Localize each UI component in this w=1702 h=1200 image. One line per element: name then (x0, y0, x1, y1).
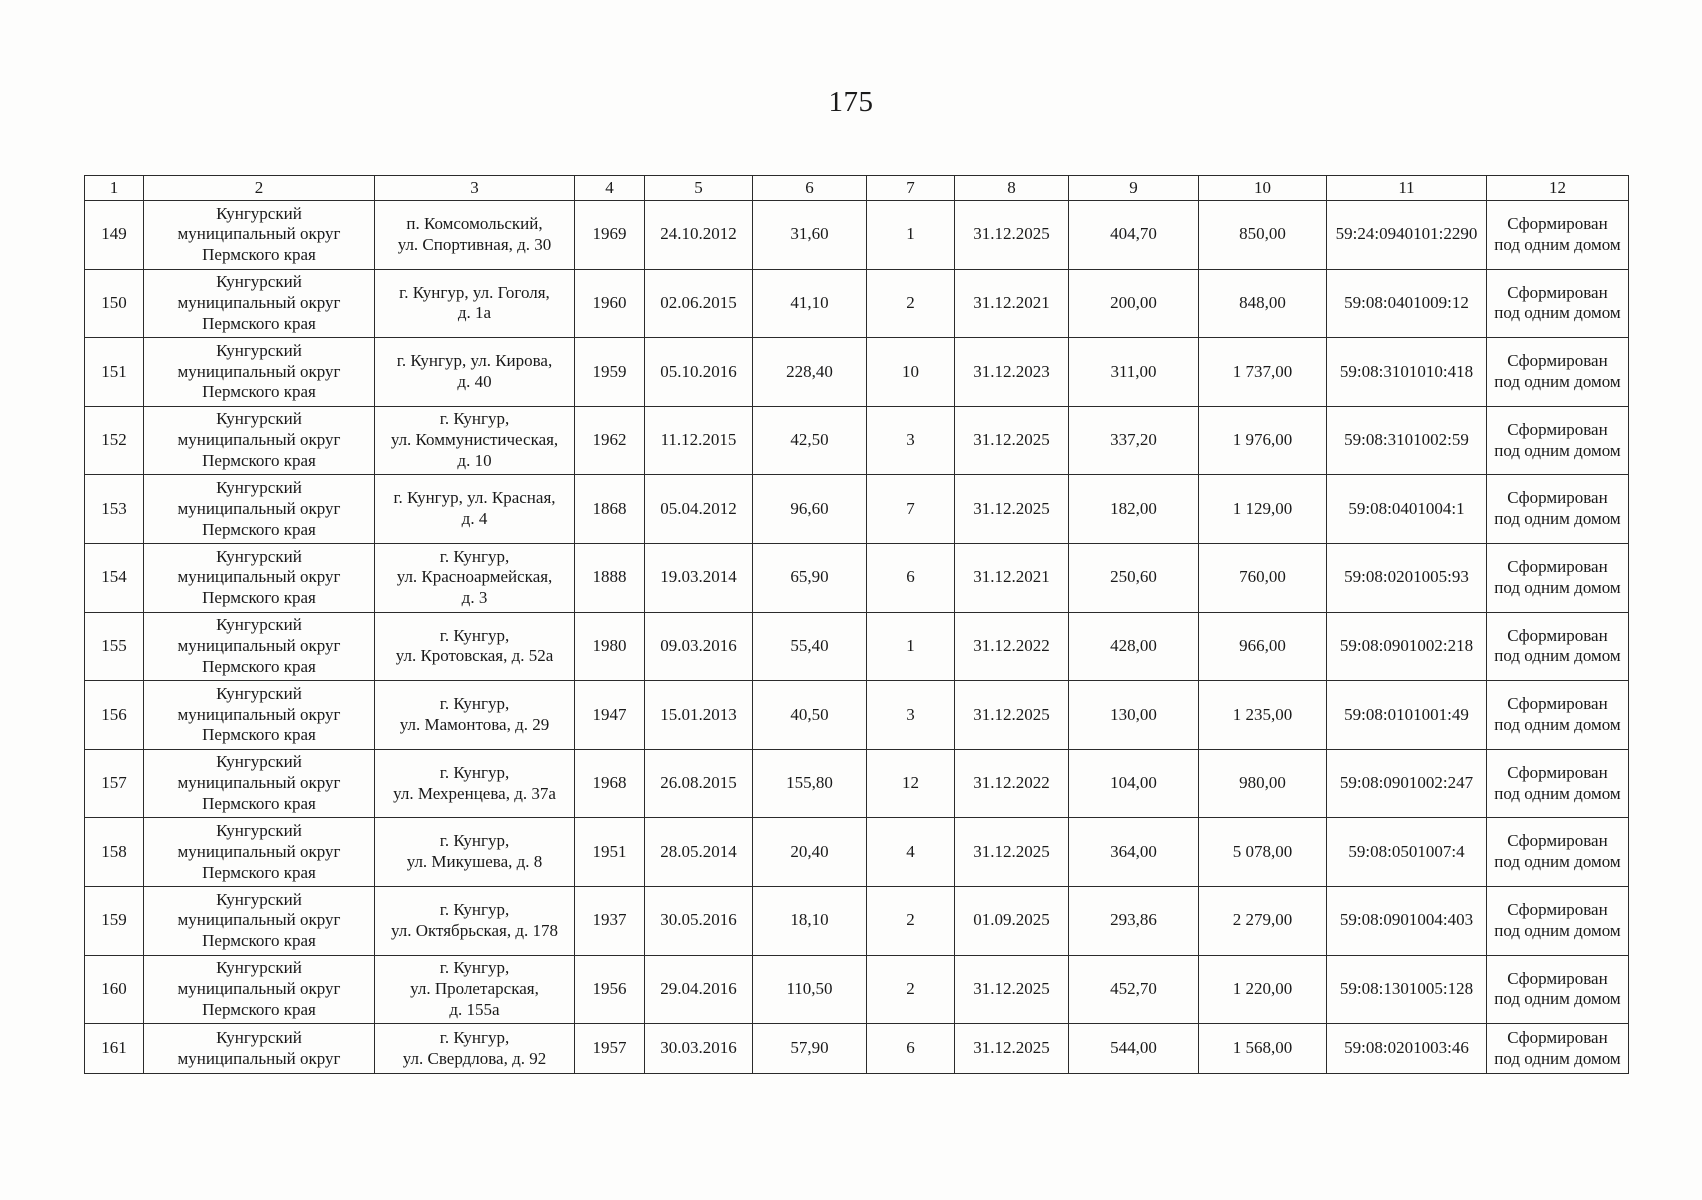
table-row (85, 886, 1629, 955)
cell-value-10: 1 129,00 (1199, 475, 1327, 544)
cell-area: 41,10 (753, 269, 867, 338)
cell-count: 6 (867, 1024, 955, 1074)
cell-area: 55,40 (753, 612, 867, 681)
cell-value-10: 5 078,00 (1199, 818, 1327, 887)
cell-year: 1969 (575, 201, 645, 270)
cell-municipality: Кунгурский муниципальный округ Пермского края (144, 749, 375, 818)
cell-count: 10 (867, 338, 955, 407)
cell-value-9: 364,00 (1069, 818, 1199, 887)
cell-year: 1968 (575, 749, 645, 818)
cell-date: 26.08.2015 (645, 749, 753, 818)
cell-value-10: 848,00 (1199, 269, 1327, 338)
cell-date: 19.03.2014 (645, 543, 753, 612)
cell-status: Сформирован под одним домом (1487, 338, 1629, 407)
cell-deadline: 31.12.2025 (955, 818, 1069, 887)
table-row (85, 269, 1629, 338)
cell-value-10: 2 279,00 (1199, 886, 1327, 955)
cell-row-number: 155 (85, 612, 144, 681)
table-row (85, 475, 1629, 544)
cell-count: 3 (867, 406, 955, 475)
cell-area: 18,10 (753, 886, 867, 955)
cell-date: 09.03.2016 (645, 612, 753, 681)
cell-area: 65,90 (753, 543, 867, 612)
cell-address: г. Кунгур, ул. Пролетарская, д. 155а (375, 955, 575, 1024)
cell-status: Сформирован под одним домом (1487, 406, 1629, 475)
table-row (85, 201, 1629, 270)
cell-year: 1980 (575, 612, 645, 681)
cell-row-number: 150 (85, 269, 144, 338)
cell-municipality: Кунгурский муниципальный округ (144, 1024, 375, 1074)
cell-municipality: Кунгурский муниципальный округ Пермского края (144, 818, 375, 887)
cell-date: 30.05.2016 (645, 886, 753, 955)
cell-address: г. Кунгур, ул. Красная, д. 4 (375, 475, 575, 544)
cell-year: 1868 (575, 475, 645, 544)
cell-address: г. Кунгур, ул. Октябрьская, д. 178 (375, 886, 575, 955)
cell-area: 42,50 (753, 406, 867, 475)
cell-deadline: 31.12.2025 (955, 475, 1069, 544)
table-row (85, 338, 1629, 407)
column-header-1: 1 (85, 176, 144, 201)
cell-row-number: 157 (85, 749, 144, 818)
cell-status: Сформирован под одним домом (1487, 475, 1629, 544)
cell-status: Сформирован под одним домом (1487, 955, 1629, 1024)
cell-value-9: 200,00 (1069, 269, 1199, 338)
cell-address: г. Кунгур, ул. Мехренцева, д. 37а (375, 749, 575, 818)
cell-area: 110,50 (753, 955, 867, 1024)
cell-date: 30.03.2016 (645, 1024, 753, 1074)
cell-deadline: 31.12.2021 (955, 269, 1069, 338)
cell-address: г. Кунгур, ул. Кирова, д. 40 (375, 338, 575, 407)
cell-municipality: Кунгурский муниципальный округ Пермского края (144, 269, 375, 338)
cell-municipality: Кунгурский муниципальный округ Пермского края (144, 201, 375, 270)
cell-status: Сформирован под одним домом (1487, 612, 1629, 681)
cell-deadline: 31.12.2023 (955, 338, 1069, 407)
cell-address: г. Кунгур, ул. Кротовская, д. 52а (375, 612, 575, 681)
page-number: 175 (828, 86, 874, 118)
cell-date: 24.10.2012 (645, 201, 753, 270)
cell-count: 7 (867, 475, 955, 544)
cell-cadastral-number: 59:08:0401004:1 (1327, 475, 1487, 544)
column-header-8: 8 (955, 176, 1069, 201)
cell-area: 20,40 (753, 818, 867, 887)
cell-count: 4 (867, 818, 955, 887)
column-header-12: 12 (1487, 176, 1629, 201)
cell-area: 155,80 (753, 749, 867, 818)
cell-year: 1959 (575, 338, 645, 407)
cell-municipality: Кунгурский муниципальный округ Пермского края (144, 612, 375, 681)
cell-deadline: 31.12.2025 (955, 955, 1069, 1024)
cell-address: г. Кунгур, ул. Мамонтова, д. 29 (375, 681, 575, 750)
cell-year: 1956 (575, 955, 645, 1024)
column-header-5: 5 (645, 176, 753, 201)
cell-value-10: 1 220,00 (1199, 955, 1327, 1024)
cell-deadline: 31.12.2025 (955, 1024, 1069, 1074)
cell-value-9: 250,60 (1069, 543, 1199, 612)
cell-row-number: 152 (85, 406, 144, 475)
cell-date: 28.05.2014 (645, 818, 753, 887)
cell-date: 15.01.2013 (645, 681, 753, 750)
cell-value-10: 850,00 (1199, 201, 1327, 270)
cell-count: 6 (867, 543, 955, 612)
cell-value-9: 293,86 (1069, 886, 1199, 955)
cell-value-9: 104,00 (1069, 749, 1199, 818)
cell-cadastral-number: 59:08:0901002:218 (1327, 612, 1487, 681)
cell-deadline: 31.12.2021 (955, 543, 1069, 612)
cell-row-number: 160 (85, 955, 144, 1024)
cell-date: 02.06.2015 (645, 269, 753, 338)
cell-status: Сформирован под одним домом (1487, 269, 1629, 338)
cell-row-number: 154 (85, 543, 144, 612)
cell-cadastral-number: 59:08:1301005:128 (1327, 955, 1487, 1024)
cell-area: 57,90 (753, 1024, 867, 1074)
table-row (85, 749, 1629, 818)
cell-cadastral-number: 59:08:3101002:59 (1327, 406, 1487, 475)
cell-date: 29.04.2016 (645, 955, 753, 1024)
cell-municipality: Кунгурский муниципальный округ Пермского края (144, 955, 375, 1024)
cell-cadastral-number: 59:08:0901002:247 (1327, 749, 1487, 818)
table-body (85, 201, 1629, 1074)
cell-count: 3 (867, 681, 955, 750)
table-row (85, 612, 1629, 681)
cell-status: Сформирован под одним домом (1487, 543, 1629, 612)
cell-cadastral-number: 59:08:0501007:4 (1327, 818, 1487, 887)
cell-value-9: 404,70 (1069, 201, 1199, 270)
column-header-7: 7 (867, 176, 955, 201)
cell-value-9: 428,00 (1069, 612, 1199, 681)
cell-count: 1 (867, 201, 955, 270)
cell-year: 1957 (575, 1024, 645, 1074)
cell-value-9: 452,70 (1069, 955, 1199, 1024)
column-header-10: 10 (1199, 176, 1327, 201)
cell-cadastral-number: 59:08:0901004:403 (1327, 886, 1487, 955)
cell-cadastral-number: 59:08:0401009:12 (1327, 269, 1487, 338)
housing-registry-table (84, 175, 1629, 1074)
cell-address: п. Комсомольский, ул. Спортивная, д. 30 (375, 201, 575, 270)
column-header-4: 4 (575, 176, 645, 201)
cell-deadline: 31.12.2025 (955, 201, 1069, 270)
cell-count: 1 (867, 612, 955, 681)
cell-deadline: 31.12.2025 (955, 681, 1069, 750)
table-row (85, 1024, 1629, 1074)
table-row (85, 955, 1629, 1024)
cell-address: г. Кунгур, ул. Гоголя, д. 1а (375, 269, 575, 338)
cell-deadline: 31.12.2022 (955, 612, 1069, 681)
cell-cadastral-number: 59:24:0940101:2290 (1327, 201, 1487, 270)
cell-cadastral-number: 59:08:0101001:49 (1327, 681, 1487, 750)
cell-area: 96,60 (753, 475, 867, 544)
cell-area: 31,60 (753, 201, 867, 270)
cell-address: г. Кунгур, ул. Микушева, д. 8 (375, 818, 575, 887)
cell-count: 12 (867, 749, 955, 818)
cell-value-9: 130,00 (1069, 681, 1199, 750)
cell-year: 1951 (575, 818, 645, 887)
cell-value-10: 980,00 (1199, 749, 1327, 818)
cell-date: 11.12.2015 (645, 406, 753, 475)
cell-value-10: 1 737,00 (1199, 338, 1327, 407)
cell-value-10: 1 976,00 (1199, 406, 1327, 475)
column-number-row (85, 176, 1629, 201)
cell-year: 1962 (575, 406, 645, 475)
cell-deadline: 01.09.2025 (955, 886, 1069, 955)
cell-deadline: 31.12.2022 (955, 749, 1069, 818)
cell-year: 1947 (575, 681, 645, 750)
cell-value-9: 311,00 (1069, 338, 1199, 407)
cell-status: Сформирован под одним домом (1487, 201, 1629, 270)
cell-row-number: 156 (85, 681, 144, 750)
cell-row-number: 158 (85, 818, 144, 887)
cell-value-9: 337,20 (1069, 406, 1199, 475)
cell-value-10: 760,00 (1199, 543, 1327, 612)
column-header-11: 11 (1327, 176, 1487, 201)
cell-address: г. Кунгур, ул. Коммунистическая, д. 10 (375, 406, 575, 475)
cell-municipality: Кунгурский муниципальный округ Пермского края (144, 543, 375, 612)
cell-value-9: 544,00 (1069, 1024, 1199, 1074)
cell-cadastral-number: 59:08:0201005:93 (1327, 543, 1487, 612)
cell-row-number: 153 (85, 475, 144, 544)
cell-area: 40,50 (753, 681, 867, 750)
cell-row-number: 151 (85, 338, 144, 407)
cell-count: 2 (867, 886, 955, 955)
table-row (85, 543, 1629, 612)
cell-year: 1960 (575, 269, 645, 338)
cell-row-number: 159 (85, 886, 144, 955)
cell-row-number: 161 (85, 1024, 144, 1074)
cell-status: Сформирован под одним домом (1487, 1024, 1629, 1074)
cell-cadastral-number: 59:08:0201003:46 (1327, 1024, 1487, 1074)
cell-cadastral-number: 59:08:3101010:418 (1327, 338, 1487, 407)
cell-area: 228,40 (753, 338, 867, 407)
cell-municipality: Кунгурский муниципальный округ Пермского края (144, 338, 375, 407)
cell-address: г. Кунгур, ул. Свердлова, д. 92 (375, 1024, 575, 1074)
cell-row-number: 149 (85, 201, 144, 270)
column-header-2: 2 (144, 176, 375, 201)
cell-municipality: Кунгурский муниципальный округ Пермского края (144, 406, 375, 475)
column-header-6: 6 (753, 176, 867, 201)
cell-status: Сформирован под одним домом (1487, 681, 1629, 750)
cell-value-9: 182,00 (1069, 475, 1199, 544)
cell-date: 05.10.2016 (645, 338, 753, 407)
cell-municipality: Кунгурский муниципальный округ Пермского края (144, 886, 375, 955)
table-row (85, 406, 1629, 475)
column-header-9: 9 (1069, 176, 1199, 201)
cell-value-10: 1 235,00 (1199, 681, 1327, 750)
cell-count: 2 (867, 269, 955, 338)
table-row (85, 818, 1629, 887)
cell-year: 1888 (575, 543, 645, 612)
cell-status: Сформирован под одним домом (1487, 818, 1629, 887)
cell-municipality: Кунгурский муниципальный округ Пермского края (144, 475, 375, 544)
cell-value-10: 966,00 (1199, 612, 1327, 681)
cell-municipality: Кунгурский муниципальный округ Пермского края (144, 681, 375, 750)
cell-address: г. Кунгур, ул. Красноармейская, д. 3 (375, 543, 575, 612)
column-header-3: 3 (375, 176, 575, 201)
cell-deadline: 31.12.2025 (955, 406, 1069, 475)
cell-count: 2 (867, 955, 955, 1024)
cell-status: Сформирован под одним домом (1487, 886, 1629, 955)
cell-value-10: 1 568,00 (1199, 1024, 1327, 1074)
cell-date: 05.04.2012 (645, 475, 753, 544)
table-row (85, 681, 1629, 750)
cell-status: Сформирован под одним домом (1487, 749, 1629, 818)
cell-year: 1937 (575, 886, 645, 955)
